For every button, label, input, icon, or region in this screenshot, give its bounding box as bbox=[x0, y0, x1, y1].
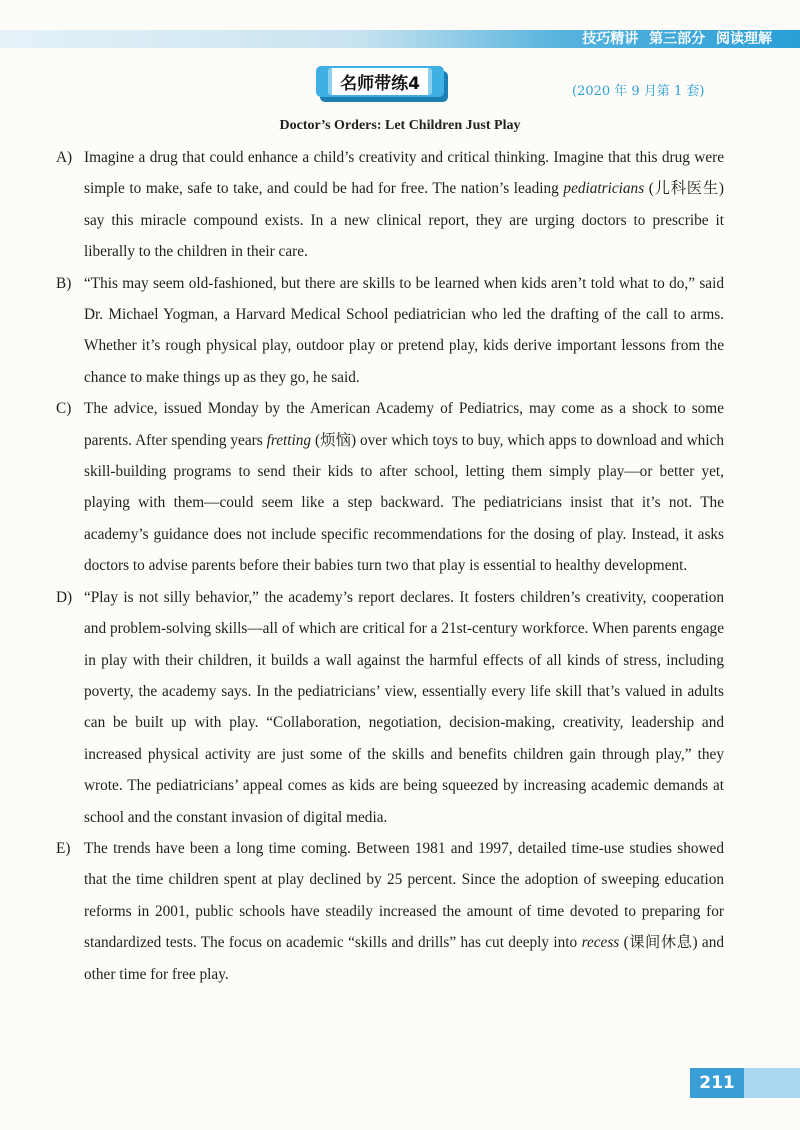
text-segment: Imagine a drug that could enhance a child’s creativity and critical thinking. Imagine that this drug were simple to make, safe to take, and could be had for free. The nation’s leading bbox=[84, 149, 724, 198]
badge-label: 名师带练4 bbox=[328, 68, 432, 95]
glossed-term: fretting bbox=[266, 431, 312, 449]
text-segment: (儿科医生) say this miracle compound exists. In a new clinical report, they are urging doctors to prescribe it liberally to the children in their care. bbox=[84, 180, 724, 261]
paragraph-label: E) bbox=[56, 839, 71, 857]
badge-body bbox=[316, 66, 444, 97]
paragraph-text bbox=[84, 268, 724, 394]
paragraph bbox=[56, 582, 724, 833]
paragraph bbox=[56, 393, 724, 581]
paragraph-text bbox=[84, 833, 724, 990]
paragraph-text bbox=[84, 582, 724, 833]
paragraph-label: B) bbox=[56, 274, 72, 292]
page-number-bar bbox=[744, 1068, 800, 1098]
article-title: Doctor’s Orders: Let Children Just Play bbox=[279, 118, 521, 133]
article-body bbox=[56, 142, 724, 990]
paragraph bbox=[56, 142, 724, 268]
exercise-badge bbox=[316, 66, 448, 102]
paragraph-label: A) bbox=[56, 149, 73, 166]
paragraph bbox=[56, 268, 724, 394]
paragraph-text bbox=[84, 393, 724, 581]
section-header: 技巧精讲 第三部分 阅读理解 bbox=[582, 31, 772, 47]
page-number: 211 bbox=[699, 1073, 735, 1093]
page-number-box bbox=[690, 1068, 744, 1098]
text-segment: (课间休息) and other time for free play. bbox=[84, 934, 724, 983]
glossed-term: pediatricians bbox=[563, 180, 645, 198]
text-segment: “This may seem old-fashioned, but there are skills to be learned when kids aren’t told what to do,” said Dr. Michael Yogman, a Harvard Medical School pediatrician who led the drafting of the call to arms. Whether it’s rough physical play, outdoor play or pretend play, kids derive important lessons from the chance to make things up as they go, he said. bbox=[84, 274, 724, 386]
paragraph bbox=[56, 833, 724, 990]
paragraph-text bbox=[84, 142, 724, 268]
text-segment: The trends have been a long time coming. Between 1981 and 1997, detailed time-use studies showed that the time children spent at play declined by 25 percent. Since the adoption of sweeping education reforms in 2001, public schools have steadily increased the amount of time devoted to preparing for standardized tests. The focus on academic “skills and drills” has cut deeply into bbox=[84, 839, 724, 952]
text-segment: “Play is not silly behavior,” the academy’s report declares. It fosters children’s creativity, cooperation and problem-solving skills—all of which are critical for a 21st-century workforce. When parents engage in play with their children, it builds a wall against the harmful effects of all kinds of stress, including poverty, the academy says. In the pediatricians’ view, essentially every life skill that’s valued in adults can be built up with play. “Collaboration, negotiation, decision-making, creativity, leadership and increased physical activity are just some of the skills and benefits children gain through play,” they wrote. The pediatricians’ appeal comes as kids are being squeezed by increasing academic demands at school and the constant invasion of digital media. bbox=[84, 588, 724, 826]
text-segment: The advice, issued Monday by the American Academy of Pediatrics, may come as a shock to some parents. After spending years bbox=[84, 400, 724, 449]
source-note: (2020 年 9 月第 1 套) bbox=[572, 84, 705, 99]
paragraph-label: D) bbox=[56, 588, 73, 606]
text-segment: (烦恼) over which toys to buy, which apps to download and which skill-building programs to send their kids to after school, letting them simply play—or better yet, playing with them—could seem like a step backward. The pediatricians insist that it’s not. The academy’s guidance does not include specific recommendations for the dosing of play. Instead, it asks doctors to advise parents before their babies turn two that play is essential to healthy development. bbox=[84, 431, 725, 575]
paragraph-label: C) bbox=[56, 400, 72, 418]
glossed-term: recess bbox=[581, 934, 620, 952]
